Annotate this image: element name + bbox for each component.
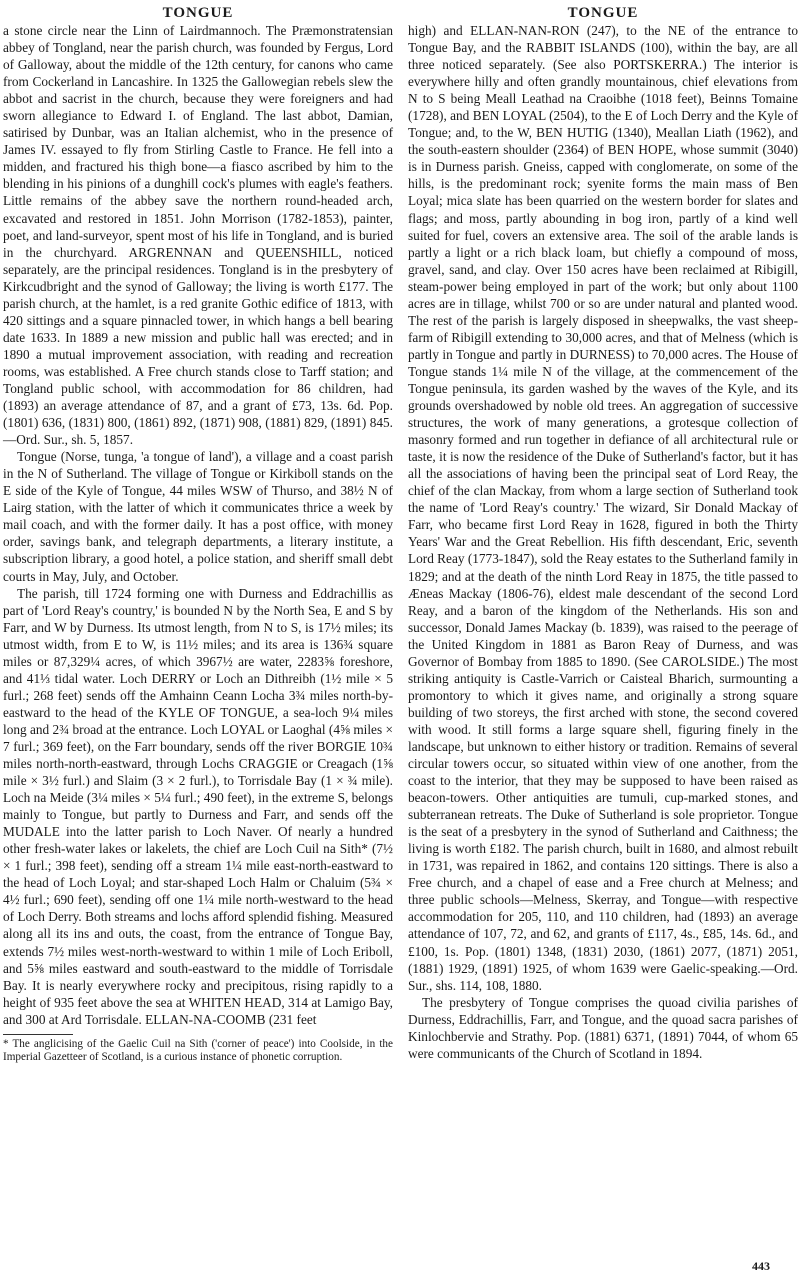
left-column: [3, 0, 393, 1064]
page-number: 443: [752, 1259, 770, 1273]
tongland-paragraph: a stone circle near the Linn of Lairdmannoch. The Præmonstratensian abbey of Tongland, near the parish church, was founded by Fergus, Lord of Galloway, about the middle of the 12th century, for canons who came from Cockerland in Lancashire. In 1325 the Gallowegian rebels slew the abbot and sacrist in the church, because they were foreigners and had sworn allegiance to Edward I. of England. The last abbot, Damian, satirised by Dunbar, was an Italian alchemist, who in the presence of James IV. essayed to fly from Stirling Castle to France. He fell into a midden, and fractured his thigh bone—a fiasco ascribed by him to the blending in his pinions of a dunghill cock's plumes with eagle's feathers. Little remains of the abbey save the northern round-headed arch, excavated and restored in 1851. John Morrison (1782-1853), painter, poet, and land-surveyor, spent most of his life in Tongland, and is buried in the churchyard. ARGRENNAN and QUEENSHILL, noticed separately, are the principal residences. Tongland is in the presbytery of Kirkcudbright and the synod of Galloway; the living is worth £177. The parish church, at the hamlet, is a red granite Gothic edifice of 1813, with 420 sittings and a square pinnacled tower, in which hangs a bell bearing date 1633. In 1889 a new mission and public hall was erected; and in 1890 a mutual improvement association, with reading and recreation rooms, was established. A Free church stands close to Tarff station; and Tongland public school, with accommodation for 86 children, had (1893) an average attendance of 87, and a grant of £73, 13s. 6d. Pop. (1801) 636, (1831) 800, (1861) 892, (1871) 908, (1881) 829, (1891) 845.—Ord. Sur., sh. 5, 1857.: [3, 23, 393, 448]
parish-description-paragraph: The parish, till 1724 forming one with Durness and Eddrachillis as part of 'Lord Reay's country,' is bounded N by the North Sea, E and S by Farr, and W by Durness. Its utmost length, from N to S, is 17½ miles; its utmost width, from E to W, is 11½ miles; and its area is 136¾ square miles or 87,329¼ acres, of which 3967½ are water, 2283⅝ foreshore, and 41⅓ tidal water. Loch DERRY or Loch an Dithreibh (1½ mile × 5 furl.; 268 feet) sends off the Amhainn Ceann Locha 3¾ miles north-by-eastward to the head of the KYLE OF TONGUE, a sea-loch 9¼ miles long and 2¾ broad at the entrance. Loch LOYAL or Laoghal (4⅝ miles × 7 furl.; 369 feet), on the Farr boundary, sends off the river BORGIE 10¾ miles north-north-eastward, through Lochs CRAGGIE or Creagach (1⅝ mile × 3½ furl.) and Slaim (3 × 2 furl.), to Torrisdale Bay (1 × ¾ mile). Loch na Meide (3¼ miles × 5¼ furl.; 490 feet), in the extreme S, belongs mainly to Tongue, but partly to Durness and Farr, and sends off the MUDALE into the latter parish to Loch Naver. Of nearly a hundred other fresh-water lakes or lakelets, the chief are Loch Cuil na Sith* (7½ × 1 furl.; 398 feet), sending off a stream 1¼ mile east-north-eastward to the head of Loch Loyal; and star-shaped Loch Halm or Chaluim (5¾ × 4½ furl.; 690 feet), sending off one 1¼ mile north-westward to the head of Loch Derry. Both streams and lochs afford splendid fishing. Measured along all its ins and outs, the coast, from the entrance of Tongue Bay, extends 7½ miles west-north-westward to within 1 mile of Loch Eriboll, and 5⅝ miles eastward and south-eastward to the middle of Torrisdale Bay. It is nearly everywhere rocky and precipitous, rising rapidly to a height of 935 feet above the sea at WHITEN HEAD, 314 at Lamigo Bay, and 300 at Ard Torrisdale. ELLAN-NA-COOMB (231 feet: [3, 585, 393, 1027]
interior-description-paragraph: high) and ELLAN-NAN-RON (247), to the NE of the entrance to Tongue Bay, and the RABBIT ISLANDS (100), within the bay, are all three noticed separately. (See also PORTSKERRA.) The interior is everywhere hilly and often grandly mountainous, chief elevations from N to S being Meall Leathad na Craoibhe (1018 feet), Beinns Tomaine (1728), and BEN LOYAL (2504), to the E of Loch Derry and the Kyle of Tongue; and, to the W, BEN HUTIG (1340), Meallan Liath (1962), and the south-eastern shoulder (2364) of BEN HOPE, whose summit (3040) is in Durness parish. Gneiss, capped with conglomerate, on some of the hills, is the predominant rock; syenite forms the main mass of Ben Loyal; mica slate has been quarried on the western border for slates and flags; and moss, partly abounding in bog iron, partly of a kind well suited for fuel, covers an extensive area. The soil of the arable lands is partly a light or a rich black loam, but chiefly a compound of moss, gravel, sand, and clay. Over 150 acres have been reclaimed at Ribigill, steam-power being employed in part of the work; but only about 1100 acres are in tillage, whilst 700 or so are under natural and planted wood. The rest of the parish is largely disposed in sheepwalks, the vast sheep-farm of Ribigill extending to 30,000 acres, and that of Melness (which is partly in Tongue and partly in DURNESS) to 70,000 acres. The House of Tongue stands 1¼ mile N of the village, at the commencement of the Tongue peninsula, its garden washed by the waves of the Kyle, and its grounds overshadowed by noble old trees. An aggregation of successive structures, the work of many generations, a grotesque collection of masonry formed and run together in defiance of all architectural rule or taste, it is now the residence of the Duke of Sutherland's factor, but it has all the associations of having been the principal seat of Lord Reay, the chief of the clan Mackay, from whom a large section of Sutherland took the name of 'Lord Reay's country.' The wizard, Sir Donald Mackay of Farr, who became first Lord Reay in 1628, figured in both the Thirty Years' War and the Great Rebellion. His fifth descendant, Eric, seventh Lord Reay (1773-1847), sold the Reay estates to the Sutherland family in 1829; and at the death of the ninth Lord Reay in 1875, the title passed to Æneas Mackay (1806-76), eldest male descendant of the second Lord Reay, and a baron of the kingdom of the Netherlands. His son and successor, Donald James Mackay (b. 1839), was raised to the peerage of the United Kingdom in 1881 as Baron Reay of Durness, and was Governor of Bombay from 1885 to 1890. (See CAROLSIDE.) The most striking antiquity is Castle-Varrich or Caisteal Bharich, surmounting a promontory to which it gives name, and originally a strong square building of two storeys, the first arched with stone, the second covered with wood. It still forms a large square shell, figuring finely in the landscape, but unknown to either history or tradition. Remains of several circular towers occur, so situated within view of one another, from the coast to the interior, that they may be supposed to have been raised as beacon-towers. Other antiquities are tumuli, cup-marked stones, and subterranean retreats. The Duke of Sutherland is sole proprietor. Tongue is the seat of a presbytery in the synod of Sutherland and Caithness; the living is worth £182. The parish church, built in 1680, and almost rebuilt in 1731, was repaired in 1862, and contains 120 sittings. There is also a Free church, and a chapel of ease and a Free church at Melness; and three public schools—Melness, Skerray, and Tongue—with respective accommodation for 205, 110, and 110 children, had (1893) an average attendance of 107, 72, and 62, and grants of £117, 4s., £85, 14s. 6d., and £100, 1s. Pop. (1801) 1348, (1831) 2030, (1861) 2077, (1871) 2051, (1881) 1929, (1891) 1925, of whom 1639 were Gaelic-speaking.—Ord. Sur., shs. 114, 108, 1880.: [408, 23, 798, 993]
footnote-rule: [3, 1034, 73, 1035]
presbytery-paragraph: The presbytery of Tongue comprises the quoad civilia parishes of Durness, Eddrachillis, Farr, and Tongue, and the quoad sacra parishes of Kinlochbervie and Strathy. Pop. (1881) 6371, (1891) 7044, of whom 65 were communicants of the Church of Scotland in 1894.: [408, 994, 798, 1061]
running-head-left: TONGUE: [162, 5, 234, 21]
running-head-right: TONGUE: [567, 5, 639, 21]
footnote: * The anglicising of the Gaelic Cuil na Sith ('corner of peace') into Coolside, in the Imperial Gazetteer of Scotland, is a curious instance of phonetic corruption.: [3, 1037, 393, 1063]
right-column: [408, 0, 798, 1062]
tongue-entry-paragraph: Tongue (Norse, tunga, 'a tongue of land'), a village and a coast parish in the N of Sutherland. The village of Tongue or Kirkiboll stands on the E side of the Kyle of Tongue, 44 miles WSW of Thurso, and 38½ N of Lairg station, with the latter of which it communicates thrice a week by mail coach, and with the former daily. It has a post office, with money order, savings bank, and telegraph departments, a literary institute, a subscription library, a good hotel, a police station, and sheriff small debt courts in May, July, and October.: [3, 449, 393, 584]
